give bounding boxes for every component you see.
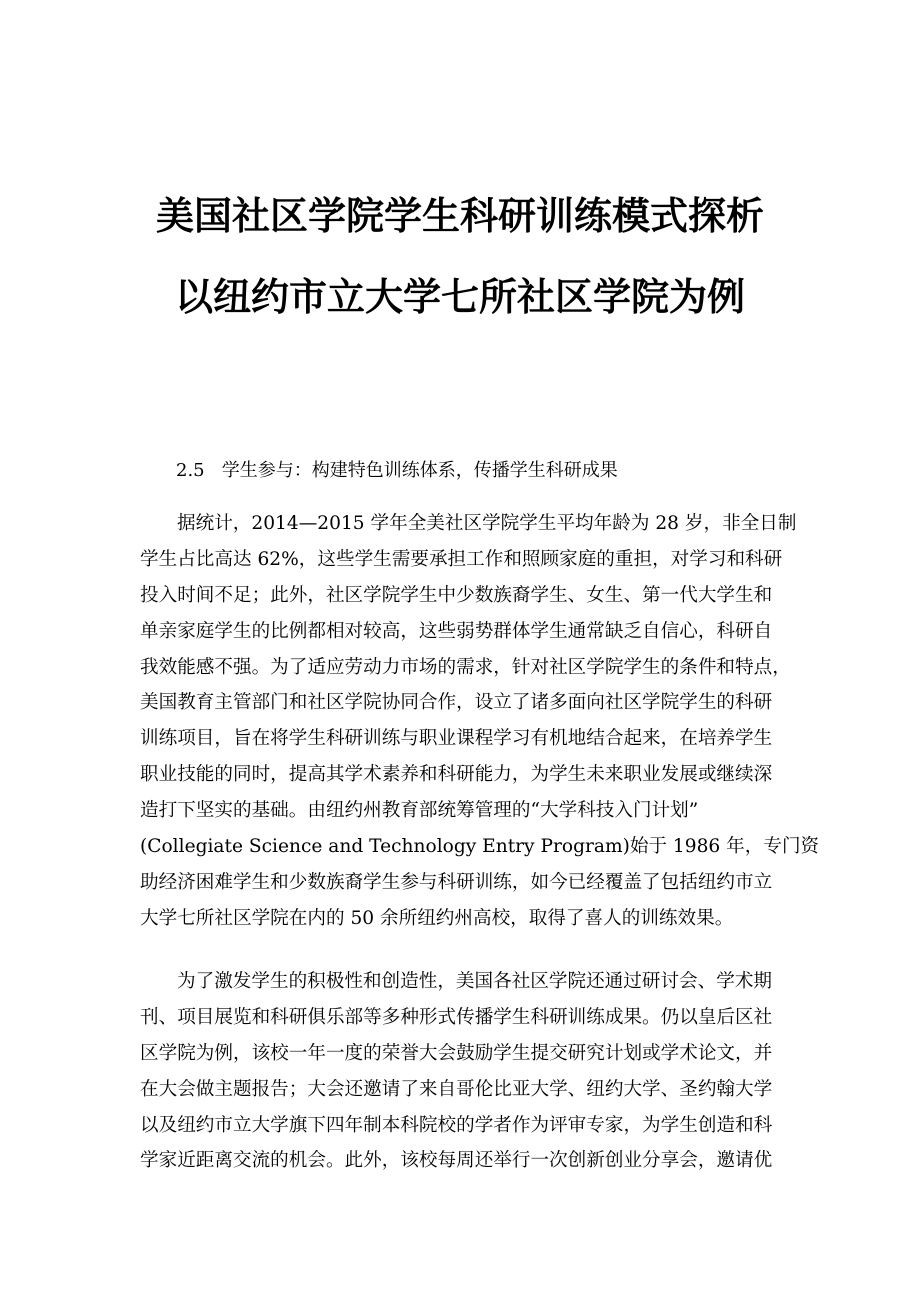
paragraph-line: (Collegiate Science and Technology Entry Program)始于 1986 年，专门资 xyxy=(140,836,820,858)
paragraph-line: 职业技能的同时，提高其学术素养和科研能力，为学生未来职业发展或继续深 xyxy=(140,764,773,786)
paragraph-line: 为了激发学生的积极性和创造性，美国各社区学院还通过研讨会、学术期 xyxy=(177,971,773,992)
paragraph-line: 投入时间不足；此外，社区学院学生中少数族裔学生、女生、第一代大学生和 xyxy=(140,584,773,606)
document-title-line-2: 以纽约市立大学七所社区学院为例 xyxy=(174,275,745,319)
paragraph-line: 美国教育主管部门和社区学院协同合作，设立了诸多面向社区学院学生的科研 xyxy=(140,692,773,714)
paragraph-line: 训练项目，旨在将学生科研训练与职业课程学习有机地结合起来，在培养学生 xyxy=(140,728,773,750)
paragraph-line: 大学七所社区学院在内的 50 余所纽约州高校，取得了喜人的训练效果。 xyxy=(140,907,734,929)
paragraph-1 xyxy=(140,506,820,937)
paragraph-line: 单亲家庭学生的比例都相对较高，这些弱势群体学生通常缺乏自信心，科研自 xyxy=(140,620,773,642)
paragraph-line: 学生占比高达 62%，这些学生需要承担工作和照顾家庭的重担，对学习和科研 xyxy=(140,548,783,570)
paragraph-line: 我效能感不强。为了适应劳动力市场的需求，针对社区学院学生的条件和特点， xyxy=(140,656,791,678)
paragraph-line: 据统计，2014—2015 学年全美社区学院学生平均年龄为 28 岁，非全日制 xyxy=(177,513,797,534)
paragraph-line: 在大会做主题报告；大会还邀请了来自哥伦比亚大学、纽约大学、圣约翰大学 xyxy=(140,1078,773,1100)
paragraph-2 xyxy=(140,964,785,1179)
paragraph-line: 造打下坚实的基础。由纽约州教育部统筹管理的“大学科技入门计划” xyxy=(140,800,699,822)
paragraph-line: 区学院为例，该校一年一度的荣誉大会鼓励学生提交研究计划或学术论文，并 xyxy=(140,1042,773,1064)
section-heading: 2.5 学生参与：构建特色训练体系，传播学生科研成果 xyxy=(176,460,618,481)
document-title-line-1: 美国社区学院学生科研训练模式探析 xyxy=(155,194,764,238)
paragraph-line: 刊、项目展览和科研俱乐部等多种形式传播学生科研训练成果。仍以皇后区社 xyxy=(140,1006,773,1028)
paragraph-line: 以及纽约市立大学旗下四年制本科院校的学者作为评审专家，为学生创造和科 xyxy=(140,1114,773,1136)
paragraph-line: 学家近距离交流的机会。此外，该校每周还举行一次创新创业分享会，邀请优 xyxy=(140,1150,773,1172)
paragraph-line: 助经济困难学生和少数族裔学生参与科研训练，如今已经覆盖了包括纽约市立 xyxy=(140,871,773,893)
